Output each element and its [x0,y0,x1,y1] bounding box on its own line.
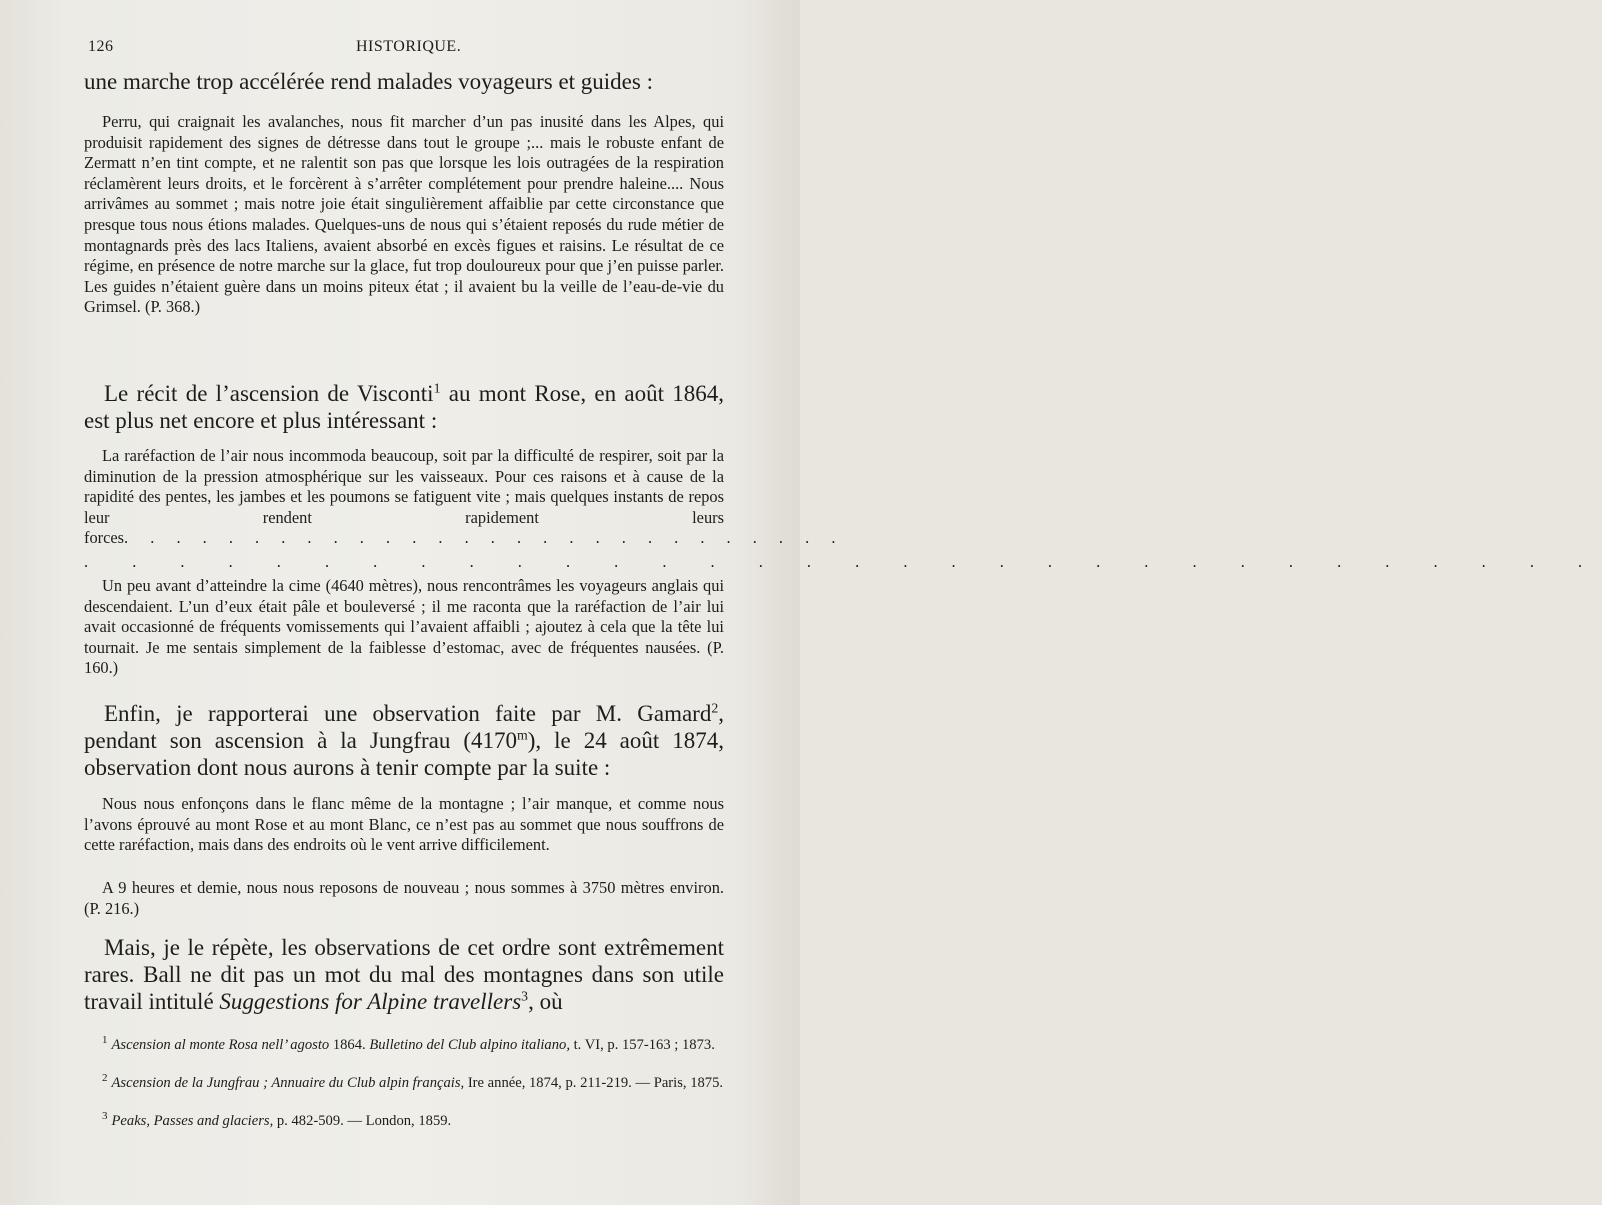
paragraph-text: au mont Rose, en août 1864, est plus net encore et plus intéressant : [84,381,725,433]
paragraph-text: , où [528,989,563,1014]
page-number: 126 [88,38,114,55]
paragraph-visconti [84,380,724,434]
quote-perru [84,112,724,318]
footnote-text: Ire année, 1874, p. 211-219. — Paris, 1875. [464,1075,724,1091]
quote-gamard-continued [84,878,724,919]
unit-superscript: m [517,727,528,743]
footnote-text: 1864. [329,1037,370,1053]
paragraph-gamard [84,700,724,781]
quote-gamard [84,794,724,856]
quote-visconti-continued [84,576,724,679]
paragraph-text: une marche trop accélérée rend malades voyageurs et guides : [84,69,653,94]
dotted-separator: . . . . . . . . . . . . . . . . . . . . . . . . . . . . . . . . [84,552,1602,571]
footnote-marker: 1 [102,1034,108,1047]
page-header [88,38,728,60]
footnote-text: p. 482-509. — London, 1859. [273,1113,452,1129]
footnote-title: Ascension al monte Rosa nell’ agosto [111,1037,330,1053]
footnote-ref-2: 2 [711,700,719,716]
footnote-text: t. VI, p. 157-163 ; 1873. [569,1037,715,1053]
quote-text: A 9 heures et demie, nous nous reposons de nouveau ; nous sommes à 3750 mètres environ. (P. 216.) [84,878,724,918]
paragraph-text: Le récit de l’ascension de Visconti [104,381,434,406]
ellipsis-dots: . . . . . . . . . . . . . . . . . . . . . . . . . . . . [124,528,845,548]
quote-text: La raréfaction de l’air nous incommoda beaucoup, soit par la difficulté de respirer, soit par la diminution de la pression atmosphérique sur les vaisseaux. Pour ces raisons et à cause de la rapidité des pentes, les jambes et les poumons se fatiguent vite ; mais quelques instants de repos leur rendent rapidement leurs forces [84,446,724,548]
paragraph-text: ), le 24 août 1874, observation dont nous aurons à tenir compte par la suite : [84,728,725,780]
paragraph-continuation [84,68,724,95]
quote-text: Perru, qui craignait les avalanches, nous fit marcher d’un pas inusité dans les Alpes, qui produisit rapidement des signes de détresse dans tout le groupe ;... mais le robuste enfant de Zermatt n’en tint compte, et ne ralentit son pas que lorsque les lois outragées de la respiration réclamèrent leurs droits, et le forcèrent à s’arrêter complétement pour prendre haleine.... Nous arrivâmes au sommet ; mais notre joie était singulièrement affaiblie par cette circonstance que presque tous nous étions malades. Quelques-uns de nous qui s’étaient reposés du rude métier de montagnards près des lacs Italiens, avaient absorbé en excès figues et raisins. Le résultat de ce régime, en présence de notre marche sur la glace, fut trop douloureux pour que j’en puisse parler. Les guides n’étaient guère dans un moins piteux état ; il avaient bu la veille de l’eau-de-vie du Grimsel. (P. 368.) [84,112,724,317]
quote-text: Un peu avant d’atteindre la cime (4640 mètres), nous rencontrâmes les voyageurs anglais qui descendaient. L’un d’eux était pâle et bouleversé ; il me raconta que la raréfaction de l’air lui avait occasionné de fréquents vomissements qui l’avaient affaibli ; ajoutez à cela que la tête lui tournait. Je me sentais simplement de la faiblesse d’estomac, avec de fréquentes nausées. (P. 160.) [84,576,724,678]
paragraph-ball [84,934,724,1015]
footnote-3 [84,1112,724,1130]
paragraph-text: , pendant son ascension à la Jungfrau (4170 [84,701,724,753]
footnote-marker: 2 [102,1072,108,1085]
footnote-marker: 3 [102,1110,108,1123]
quote-text: Nous nous enfonçons dans le flanc même de la montagne ; l’air manque, et comme nous l’avons éprouvé au mont Rose et au mont Blanc, ce n’est pas au sommet que nous souffrons de cette raréfaction, mais dans des endroits où le vent arrive difficilement. [84,794,724,855]
running-head: HISTORIQUE. [356,38,462,55]
footnote-title: Bulletino del Club alpino italiano, [369,1037,570,1053]
footnote-title: Peaks, Passes and glaciers, [111,1113,274,1129]
book-title: Suggestions for Alpine travellers [219,989,522,1014]
paragraph-text: Enfin, je rapporterai une observation faite par M. Gamard [104,701,712,726]
quote-visconti [84,446,845,549]
footnote-2 [84,1074,724,1092]
footnote-ref-1: 1 [433,380,441,396]
footnote-ref-3: 3 [521,988,529,1004]
footnote-1 [84,1036,724,1054]
footnote-title: Ascension de la Jungfrau ; Annuaire du Club alpin français, [111,1075,465,1091]
paragraph-text: Mais, je le répète, les observations de cet ordre sont extrêmement rares. Ball ne dit pas un mot du mal des montagnes dans son utile travail intitulé [84,935,724,1014]
